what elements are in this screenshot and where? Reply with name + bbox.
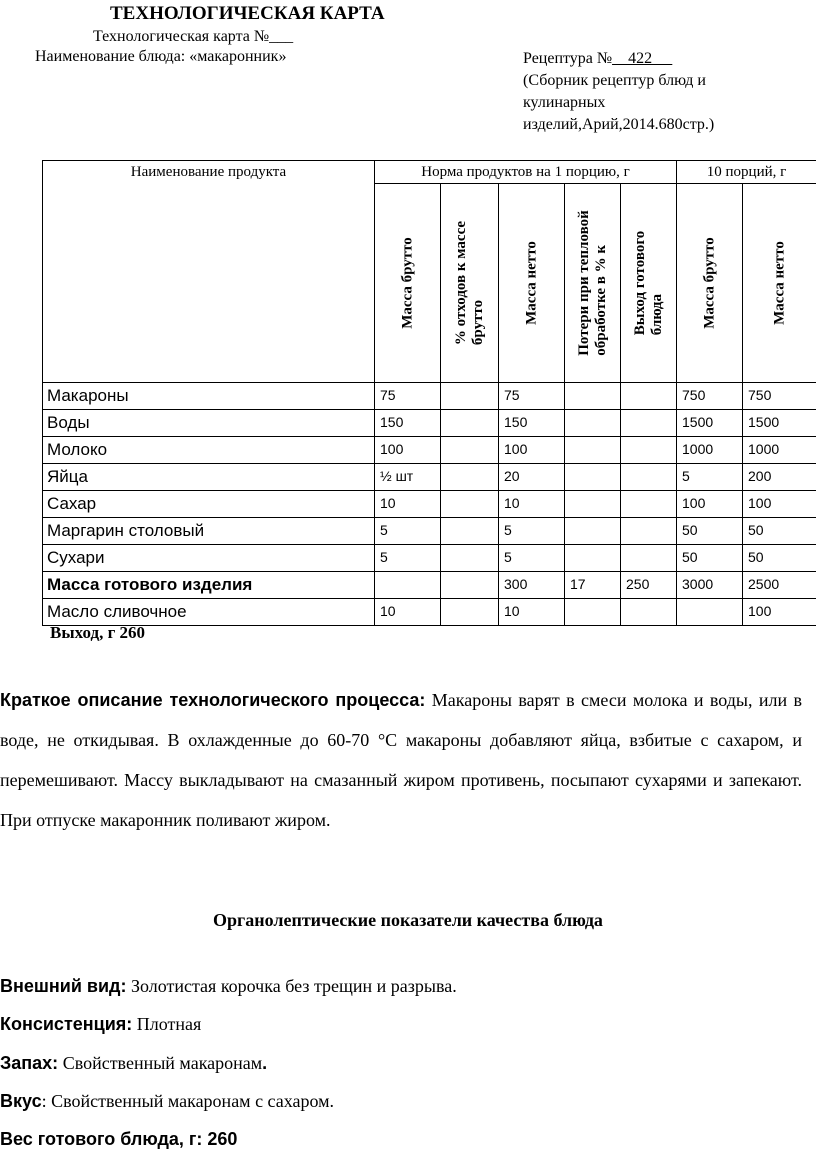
value-cell: 1500 bbox=[743, 410, 816, 437]
sub-header-cell bbox=[677, 184, 743, 383]
value-cell: 10 bbox=[499, 599, 565, 626]
product-name: Масса готового изделия bbox=[43, 572, 375, 599]
product-name: Масло сливочное bbox=[43, 599, 375, 626]
sub-header-text: Масса брутто bbox=[399, 237, 415, 329]
sub-header-cell bbox=[375, 184, 441, 383]
sub-header-text: Выход готового bbox=[631, 230, 648, 336]
value-cell: 50 bbox=[743, 518, 816, 545]
value-cell bbox=[565, 437, 621, 464]
sub-header-text: блюда bbox=[648, 294, 665, 336]
col-product-header: Наименование продукта bbox=[43, 161, 375, 383]
taste-label: Вкус bbox=[0, 1091, 42, 1111]
sub-header-text: % отходов к массе bbox=[452, 220, 469, 346]
value-cell: 100 bbox=[743, 491, 816, 518]
taste-line bbox=[0, 1091, 334, 1112]
value-cell bbox=[441, 437, 499, 464]
sub-header-cell bbox=[441, 184, 499, 383]
value-cell bbox=[621, 383, 677, 410]
sub-header-cell bbox=[621, 184, 677, 383]
value-cell: 5 bbox=[499, 518, 565, 545]
sub-header-text: Масса брутто bbox=[701, 237, 718, 329]
value-cell bbox=[565, 410, 621, 437]
value-cell bbox=[565, 491, 621, 518]
sub-header-cell bbox=[499, 184, 565, 383]
value-cell: 2500 bbox=[743, 572, 816, 599]
consistency-text: Плотная bbox=[132, 1014, 202, 1034]
value-cell: 50 bbox=[677, 518, 743, 545]
organoleptic-title: Органолептические показатели качества блюда bbox=[213, 910, 603, 930]
product-name: Воды bbox=[43, 410, 375, 437]
sub-header-text: Потери при тепловой bbox=[575, 210, 592, 356]
value-cell: 75 bbox=[499, 383, 565, 410]
value-cell: 10 bbox=[499, 491, 565, 518]
value-cell: 5 bbox=[677, 464, 743, 491]
recipe-source-line: кулинарных bbox=[523, 94, 606, 111]
value-cell: 1500 bbox=[677, 410, 743, 437]
col-norm-header: Норма продуктов на 1 порцию, г bbox=[375, 161, 677, 184]
table-row bbox=[43, 572, 816, 599]
value-cell: 20 bbox=[499, 464, 565, 491]
value-cell: 5 bbox=[499, 545, 565, 572]
table-row bbox=[43, 599, 816, 626]
value-cell bbox=[565, 464, 621, 491]
value-cell: 200 bbox=[743, 464, 816, 491]
appearance-line bbox=[0, 976, 457, 997]
table-row bbox=[43, 464, 816, 491]
value-cell: 250 bbox=[621, 572, 677, 599]
weight-line bbox=[0, 1129, 237, 1150]
sub-header-text: обработке в % к bbox=[592, 244, 609, 356]
value-cell bbox=[375, 572, 441, 599]
value-cell bbox=[441, 572, 499, 599]
smell-text: Свойственный макаронам bbox=[58, 1053, 263, 1073]
process-text: Макароны варят в смеси молока и воды, или в воде, не откидывая. В охлажденные до 60-70 °С макароны добавляют яйца, взбитые с сахаром, и перемешивают. Массу выкладывают на смазанный жиром противень, посыпают сухарями и запекают. При отпуске макаронник поливают жиром. bbox=[0, 690, 803, 830]
recipe-number: __422 __ bbox=[612, 50, 673, 67]
process-description bbox=[0, 680, 802, 840]
value-cell: ½ шт bbox=[375, 464, 441, 491]
sub-header-cell bbox=[743, 184, 816, 383]
table-row bbox=[43, 518, 816, 545]
value-cell bbox=[441, 464, 499, 491]
sub-header-label bbox=[399, 237, 416, 329]
value-cell bbox=[621, 437, 677, 464]
value-cell bbox=[565, 383, 621, 410]
sub-header-label bbox=[632, 231, 666, 336]
table-row bbox=[43, 410, 816, 437]
value-cell: 100 bbox=[499, 437, 565, 464]
product-name: Сухари bbox=[43, 545, 375, 572]
recipe-source-line: (Сборник рецептур блюд и bbox=[523, 72, 706, 89]
table-row bbox=[43, 383, 816, 410]
process-label: Краткое описание технологического процесса: bbox=[0, 690, 426, 710]
sub-header-text: брутто bbox=[469, 299, 486, 346]
dish-name: Наименование блюда: «макаронник» bbox=[35, 48, 287, 65]
product-name: Яйца bbox=[43, 464, 375, 491]
value-cell bbox=[565, 545, 621, 572]
table-row bbox=[43, 437, 816, 464]
document-title: ТЕХНОЛОГИЧЕСКАЯ КАРТА bbox=[110, 3, 385, 24]
value-cell: 300 bbox=[499, 572, 565, 599]
sub-header-label bbox=[701, 237, 718, 329]
value-cell bbox=[565, 599, 621, 626]
value-cell bbox=[441, 383, 499, 410]
sub-header-label bbox=[771, 241, 788, 325]
value-cell: 1000 bbox=[677, 437, 743, 464]
smell-label: Запах: bbox=[0, 1053, 59, 1073]
taste-text: : Свойственный макаронам с сахаром. bbox=[41, 1091, 335, 1111]
value-cell: 750 bbox=[677, 383, 743, 410]
value-cell: 10 bbox=[375, 599, 441, 626]
recipe-source-line: изделий,Арий,2014.680стр.) bbox=[523, 116, 715, 133]
value-cell bbox=[621, 410, 677, 437]
value-cell: 750 bbox=[743, 383, 816, 410]
value-cell bbox=[621, 599, 677, 626]
value-cell: 100 bbox=[743, 599, 816, 626]
sub-header-text: Масса нетто bbox=[523, 241, 539, 325]
sub-header-label bbox=[523, 241, 540, 325]
appearance-text: Золотистая корочка без трещин и разрыва. bbox=[126, 976, 457, 996]
value-cell bbox=[441, 518, 499, 545]
product-name: Маргарин столовый bbox=[43, 518, 375, 545]
technology-table bbox=[42, 160, 816, 626]
value-cell bbox=[441, 410, 499, 437]
value-cell: 1000 bbox=[743, 437, 816, 464]
consistency-line bbox=[0, 1014, 201, 1035]
output-label: Выход, г 260 bbox=[50, 623, 146, 642]
value-cell: 100 bbox=[677, 491, 743, 518]
value-cell bbox=[621, 464, 677, 491]
value-cell: 3000 bbox=[677, 572, 743, 599]
col-ten-header: 10 порций, г bbox=[677, 161, 816, 184]
value-cell: 150 bbox=[499, 410, 565, 437]
value-cell bbox=[441, 545, 499, 572]
value-cell: 150 bbox=[375, 410, 441, 437]
value-cell: 5 bbox=[375, 518, 441, 545]
weight-label: Вес готового блюда, г: 260 bbox=[0, 1129, 238, 1149]
appearance-label: Внешний вид: bbox=[0, 976, 127, 996]
recipe-block bbox=[523, 48, 714, 136]
product-name: Молоко bbox=[43, 437, 375, 464]
table-row bbox=[43, 491, 816, 518]
recipe-prefix: Рецептура № bbox=[523, 50, 613, 67]
value-cell bbox=[677, 599, 743, 626]
value-cell: 5 bbox=[375, 545, 441, 572]
value-cell: 100 bbox=[375, 437, 441, 464]
value-cell bbox=[621, 545, 677, 572]
smell-line bbox=[0, 1053, 267, 1074]
value-cell: 10 bbox=[375, 491, 441, 518]
product-name: Макароны bbox=[43, 383, 375, 410]
value-cell bbox=[441, 491, 499, 518]
value-cell: 17 bbox=[565, 572, 621, 599]
table-row bbox=[43, 545, 816, 572]
value-cell bbox=[565, 518, 621, 545]
sub-header-cell bbox=[565, 184, 621, 383]
sub-header-label bbox=[576, 210, 610, 355]
sub-header-text: Масса нетто bbox=[771, 241, 788, 325]
value-cell bbox=[621, 491, 677, 518]
value-cell bbox=[441, 599, 499, 626]
card-number: Технологическая карта №___ bbox=[93, 28, 294, 45]
consistency-label: Консистенция: bbox=[0, 1014, 133, 1034]
smell-tail: . bbox=[262, 1053, 268, 1073]
value-cell: 50 bbox=[677, 545, 743, 572]
sub-header-label bbox=[453, 221, 487, 345]
value-cell bbox=[621, 518, 677, 545]
product-name: Сахар bbox=[43, 491, 375, 518]
value-cell: 50 bbox=[743, 545, 816, 572]
value-cell: 75 bbox=[375, 383, 441, 410]
